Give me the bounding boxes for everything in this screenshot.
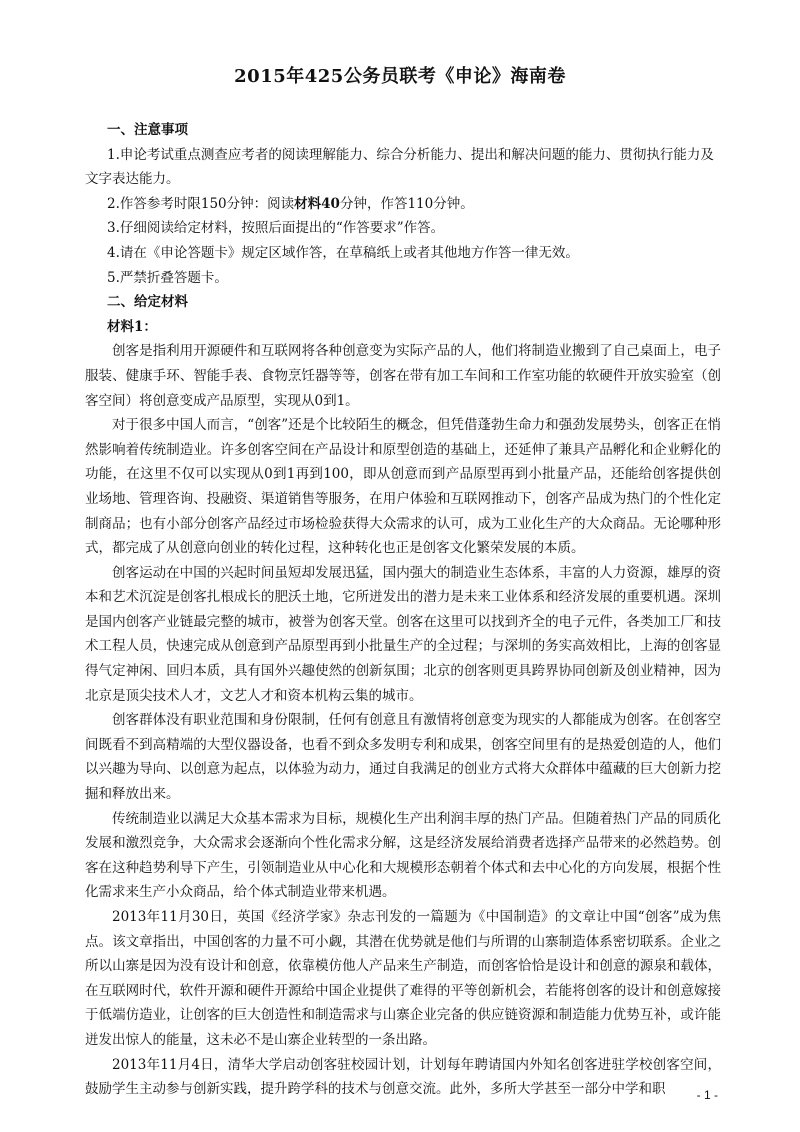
material-label: 材料1： bbox=[107, 318, 157, 335]
paragraph: 创客是指利用开源硬件和互联网将各种创意变为实际产品的人，他们将制造业搬到了自己桌面上，电子服装、健康手环、智能手表、食物烹饪器等等，创客在带有加工车间和工作室功能的软硬件开放实验室（创客空间）将创意变成产品原型，实现从0到1。 bbox=[85, 343, 721, 409]
paragraph: 传统制造业以满足大众基本需求为目标，规模化生产出利润丰厚的热门产品。但随着热门产品的同质化发展和激烈竞争，大众需求会逐渐向个性化需求分解，这是经济发展给消费者选择产品带来的必然趋势。创客在这种趋势利导下产生，引领制造业从中心化和大规模形态朝着个体式和去中心化的方向发展，根据个性化需求来生产小众商品，给个体式制造业带来机遇。 bbox=[85, 810, 721, 901]
note-3: 3.仔细阅读给定材料，按照后面提出的“作答要求”作答。 bbox=[107, 220, 445, 237]
note-2-bold: 材料40 bbox=[294, 195, 340, 212]
page-number: - 1 - bbox=[696, 1088, 718, 1102]
note-5: 5.严禁折叠答题卡。 bbox=[107, 269, 228, 286]
paragraph: 对于很多中国人而言，“创客”还是个比较陌生的概念，但凭借蓬勃生命力和强劲发展势头，创客正在悄然影响着传统制造业。许多创客空间在产品设计和原型创造的基础上，还延伸了兼具产品孵化和企业孵化的功能，在这里不仅可以实现从0到1再到100，即从创意而到产品原型再到小批量产品，还能给创客提供创业场地、管理咨询、投融资、渠道销售等服务，在用户体验和互联网推动下，创客产品成为热门的个性化定制商品；也有小部分创客产品经过市场检验获得大众需求的认可，成为工业化生产的大众商品。无论哪种形式，都完成了从创意向创业的转化过程，这种转化也正是创客文化繁荣发展的本质。 bbox=[85, 417, 721, 557]
section-heading-notes: 一、注意事项 bbox=[107, 122, 188, 138]
section-heading-materials: 二、给定材料 bbox=[107, 294, 188, 311]
page-title: 2015年425公务员联考《申论》海南卷 bbox=[234, 66, 566, 87]
paragraph: 2013年11月4日，清华大学启动创客驻校园计划，计划每年聘请国内外知名创客进驻学校创客空间，鼓励学生主动参与创新实践，提升跨学科的技术与创意交流。此外，多所大学甚至一部分中学和职 bbox=[85, 1056, 721, 1098]
paragraph: 2013年11月30日，英国《经济学家》杂志刊发的一篇题为《中国制造》的文章让中国“创客”成为焦点。该文章指出，中国创客的力量不可小觑，其潜在优势就是他们与所谓的山寨制造体系密切联系。企业之所以山寨是因为没有设计和创意，依靠模仿他人产品来生产制造，而创客恰恰是设计和创意的源泉和载体，在互联网时代，软件开源和硬件开源给中国企业提供了难得的平等创新机会，若能将创客的设计和创意嫁接于低端仿造业，让创客的巨大创造性和制造需求与山寨企业完备的供应链资源和制造能力优势互补，或许能迸发出惊人的能量，这未必不是山寨企业转型的一条出路。 bbox=[85, 909, 721, 1048]
note-1: 1.申论考试重点测查应考者的阅读理解能力、综合分析能力、提出和解决问题的能力、贯彻执行能力及文字表达能力。 bbox=[85, 146, 714, 188]
note-2-text: 2.作答参考时限150分钟：阅读 bbox=[107, 195, 295, 212]
paragraph: 创客群体没有职业范围和身份限制，任何有创意且有激情将创意变为现实的人都能成为创客。在创客空间既看不到高精端的大型仪器设备，也看不到众多发明专利和成果，创客空间里有的是热爱创造的人，他们以兴趣为导向、以创意为起点，以体验为动力，通过自我满足的创业方式将大众群体中蕴藏的巨大创新力挖掘和释放出来。 bbox=[85, 712, 721, 803]
note-2 bbox=[85, 192, 721, 217]
note-4: 4.请在《申论答题卡》规定区域作答，在草稿纸上或者其他地方作答一律无效。 bbox=[107, 244, 579, 261]
note-2-text-end: 分钟，作答110分钟。 bbox=[339, 195, 474, 212]
paragraph: 创客运动在中国的兴起时间虽短却发展迅猛，国内强大的制造业生态体系，丰富的人力资源，雄厚的资本和艺术沉淀是创客扎根成长的肥沃土地，它所迸发出的潜力是未来工业体系和经济发展的重要机遇。深圳是国内创客产业链最完整的城市，被誉为创客天堂。创客在这里可以找到齐全的电子元件，各类加工厂和技术工程人员，快速完成从创意到产品原型再到小批量生产的全过程；与深圳的务实高效相比，上海的创客显得气定神闲、回归本质，具有国外兴趣使然的创新氛围；北京的创客则更具跨界协同创新及创业精神，因为北京是顶尖技术人才，文艺人才和资本机构云集的城市。 bbox=[85, 564, 721, 704]
document-body bbox=[85, 118, 721, 1102]
